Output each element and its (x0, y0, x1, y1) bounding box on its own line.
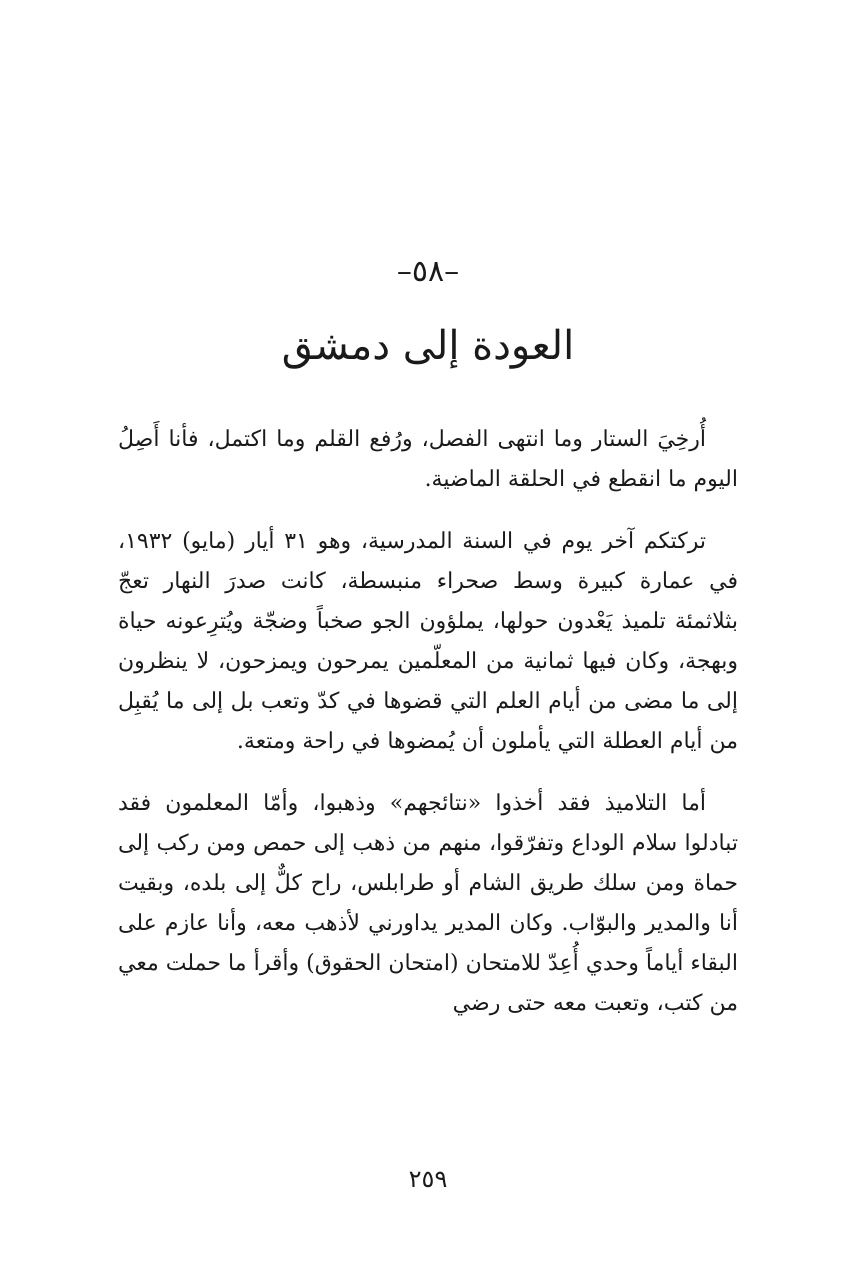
body-text (118, 420, 738, 1046)
chapter-number: –٥٨– (396, 254, 460, 289)
paragraph-3: أما التلاميذ فقد أخذوا «نتائجهم» وذهبوا، وأمّا المعلمون فقد تبادلوا سلام الوداع وتفرّقوا، منهم من ذهب إلى حمص ومن ركب إلى حماة ومن سلك طريق الشام أو طرابلس، راح كلٌّ إلى بلده، وبقيت أنا والمدير والبوّاب. وكان المدير يداورني لأذهب معه، وأنا عازم على البقاء أياماً وحدي أُعِدّ للامتحان (امتحان الحقوق) وأقرأ ما حملت معي من كتب، وتعبت معه حتى رضي (118, 791, 738, 1016)
chapter-title: العودة إلى دمشق (281, 323, 575, 369)
paragraph-1: أُرخِيَ الستار وما انتهى الفصل، ورُفع القلم وما اكتمل، فأنا أَصِلُ اليوم ما انقطع في الحلقة الماضية. (118, 427, 738, 492)
paragraph-2: تركتكم آخر يوم في السنة المدرسية، وهو ٣١ أيار (مايو) ١٩٣٢، في عمارة كبيرة وسط صحراء منبسطة، كانت صدرَ النهار تعجّ بثلاثمئة تلميذ يَعْدون حولها، يملؤون الجو صخباً وضجّة ويُترِعونه حياة وبهجة، وكان فيها ثمانية من المعلّمين يمرحون ويمزحون، لا ينظرون إلى ما مضى من أيام العلم التي قضوها في كدّ وتعب بل إلى ما يُقبِل من أيام العطلة التي يأملون أن يُمضوها في راحة ومتعة. (118, 529, 738, 754)
page-number: ٢٥٩ (408, 1165, 448, 1193)
